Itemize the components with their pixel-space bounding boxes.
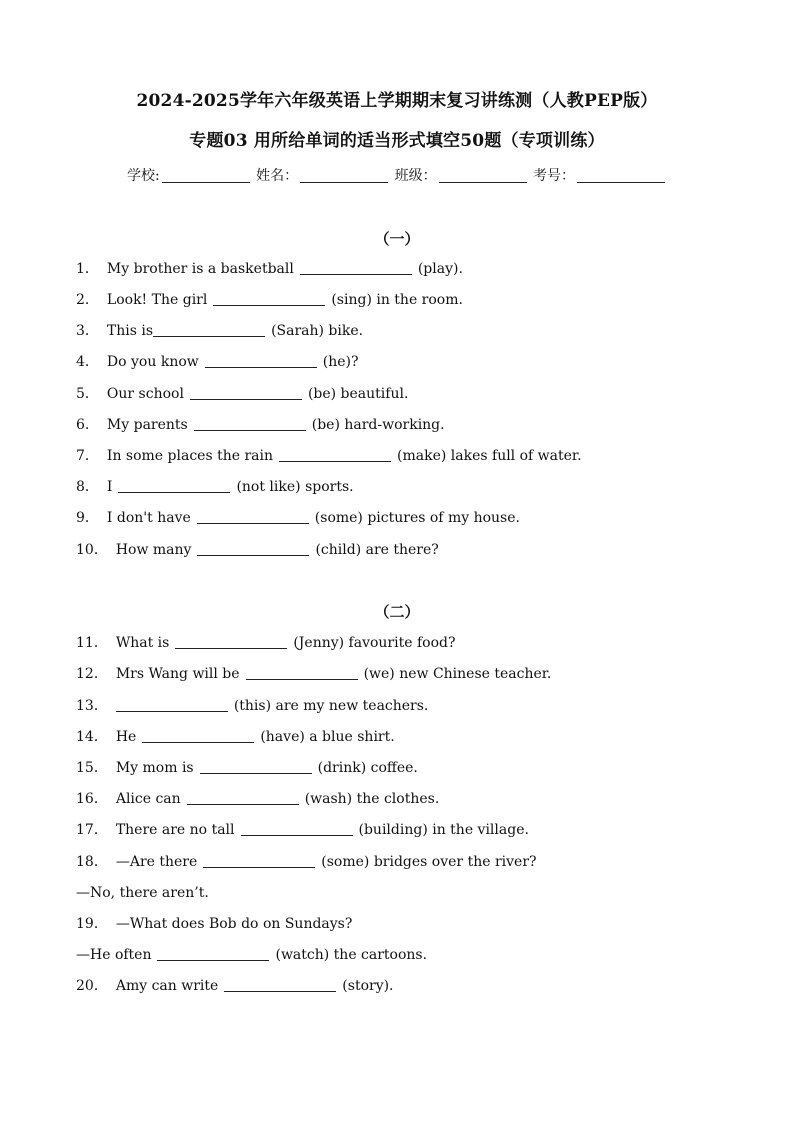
answer-blank[interactable] bbox=[190, 386, 302, 400]
answer-blank[interactable] bbox=[246, 666, 358, 680]
answer-blank[interactable] bbox=[197, 542, 309, 556]
question-14: 14． He (have) a blue shirt. bbox=[76, 729, 395, 745]
answer-blank[interactable] bbox=[200, 760, 312, 774]
question-16: 16． Alice can (wash) the clothes. bbox=[76, 791, 440, 807]
answer-blank[interactable] bbox=[300, 261, 412, 275]
answer-blank[interactable] bbox=[153, 323, 265, 337]
worksheet-subtitle: 专题03 用所给单词的适当形式填空50题（专项训练） bbox=[189, 131, 605, 151]
question-19: 19． —What does Bob do on Sundays? bbox=[76, 916, 353, 932]
answer-blank[interactable] bbox=[118, 479, 230, 493]
question-19-response: —He often (watch) the cartoons. bbox=[76, 947, 428, 963]
name-field[interactable] bbox=[300, 168, 388, 183]
question-10: 10． How many (child) are there? bbox=[76, 542, 439, 558]
class-label: 班级： bbox=[394, 168, 437, 184]
section-title-1: （一） bbox=[374, 230, 420, 248]
answer-blank[interactable] bbox=[157, 947, 269, 961]
question-18-response: —No, there aren’t. bbox=[76, 885, 209, 901]
question-13: 13． (this) are my new teachers. bbox=[76, 698, 429, 714]
question-7: 7． In some places the rain (make) lakes full of water. bbox=[76, 448, 582, 464]
question-8: 8． I (not like) sports. bbox=[76, 479, 354, 495]
question-3: 3． This is (Sarah) bike. bbox=[76, 323, 364, 339]
answer-blank[interactable] bbox=[175, 635, 287, 649]
question-1: 1． My brother is a basketball (play). bbox=[76, 261, 463, 277]
question-6: 6． My parents (be) hard-working. bbox=[76, 417, 445, 433]
answer-blank[interactable] bbox=[241, 822, 353, 836]
section-title-2: （二） bbox=[374, 603, 420, 621]
answer-blank[interactable] bbox=[142, 729, 254, 743]
answer-blank[interactable] bbox=[224, 978, 336, 992]
question-11: 11． What is (Jenny) favourite food? bbox=[76, 635, 456, 651]
answer-blank[interactable] bbox=[205, 354, 317, 368]
question-4: 4． Do you know (he)? bbox=[76, 354, 359, 370]
answer-blank[interactable] bbox=[194, 417, 306, 431]
worksheet-title: 2024-2025学年六年级英语上学期期末复习讲练测（人教PEP版） bbox=[136, 91, 658, 111]
answer-blank[interactable] bbox=[116, 698, 228, 712]
school-label: 学校: bbox=[126, 168, 160, 184]
question-15: 15． My mom is (drink) coffee. bbox=[76, 760, 418, 776]
answer-blank[interactable] bbox=[213, 292, 325, 306]
question-17: 17． There are no tall (building) in the village. bbox=[76, 822, 529, 838]
answer-blank[interactable] bbox=[187, 791, 299, 805]
id-label: 考号： bbox=[533, 168, 576, 184]
question-5: 5． Our school (be) beautiful. bbox=[76, 386, 409, 402]
question-12: 12． Mrs Wang will be (we) new Chinese teacher. bbox=[76, 666, 552, 682]
question-20: 20． Amy can write (story). bbox=[76, 978, 394, 994]
answer-blank[interactable] bbox=[203, 854, 315, 868]
answer-blank[interactable] bbox=[279, 448, 391, 462]
student-info-line bbox=[0, 165, 794, 185]
question-2: 2． Look! The girl (sing) in the room. bbox=[76, 292, 463, 308]
id-field[interactable] bbox=[577, 168, 665, 183]
name-label: 姓名： bbox=[256, 168, 299, 184]
answer-blank[interactable] bbox=[197, 510, 309, 524]
question-18: 18． —Are there (some) bridges over the river? bbox=[76, 854, 537, 870]
class-field[interactable] bbox=[439, 168, 527, 183]
question-9: 9． I don't have (some) pictures of my house. bbox=[76, 510, 520, 526]
school-field[interactable] bbox=[162, 168, 250, 183]
